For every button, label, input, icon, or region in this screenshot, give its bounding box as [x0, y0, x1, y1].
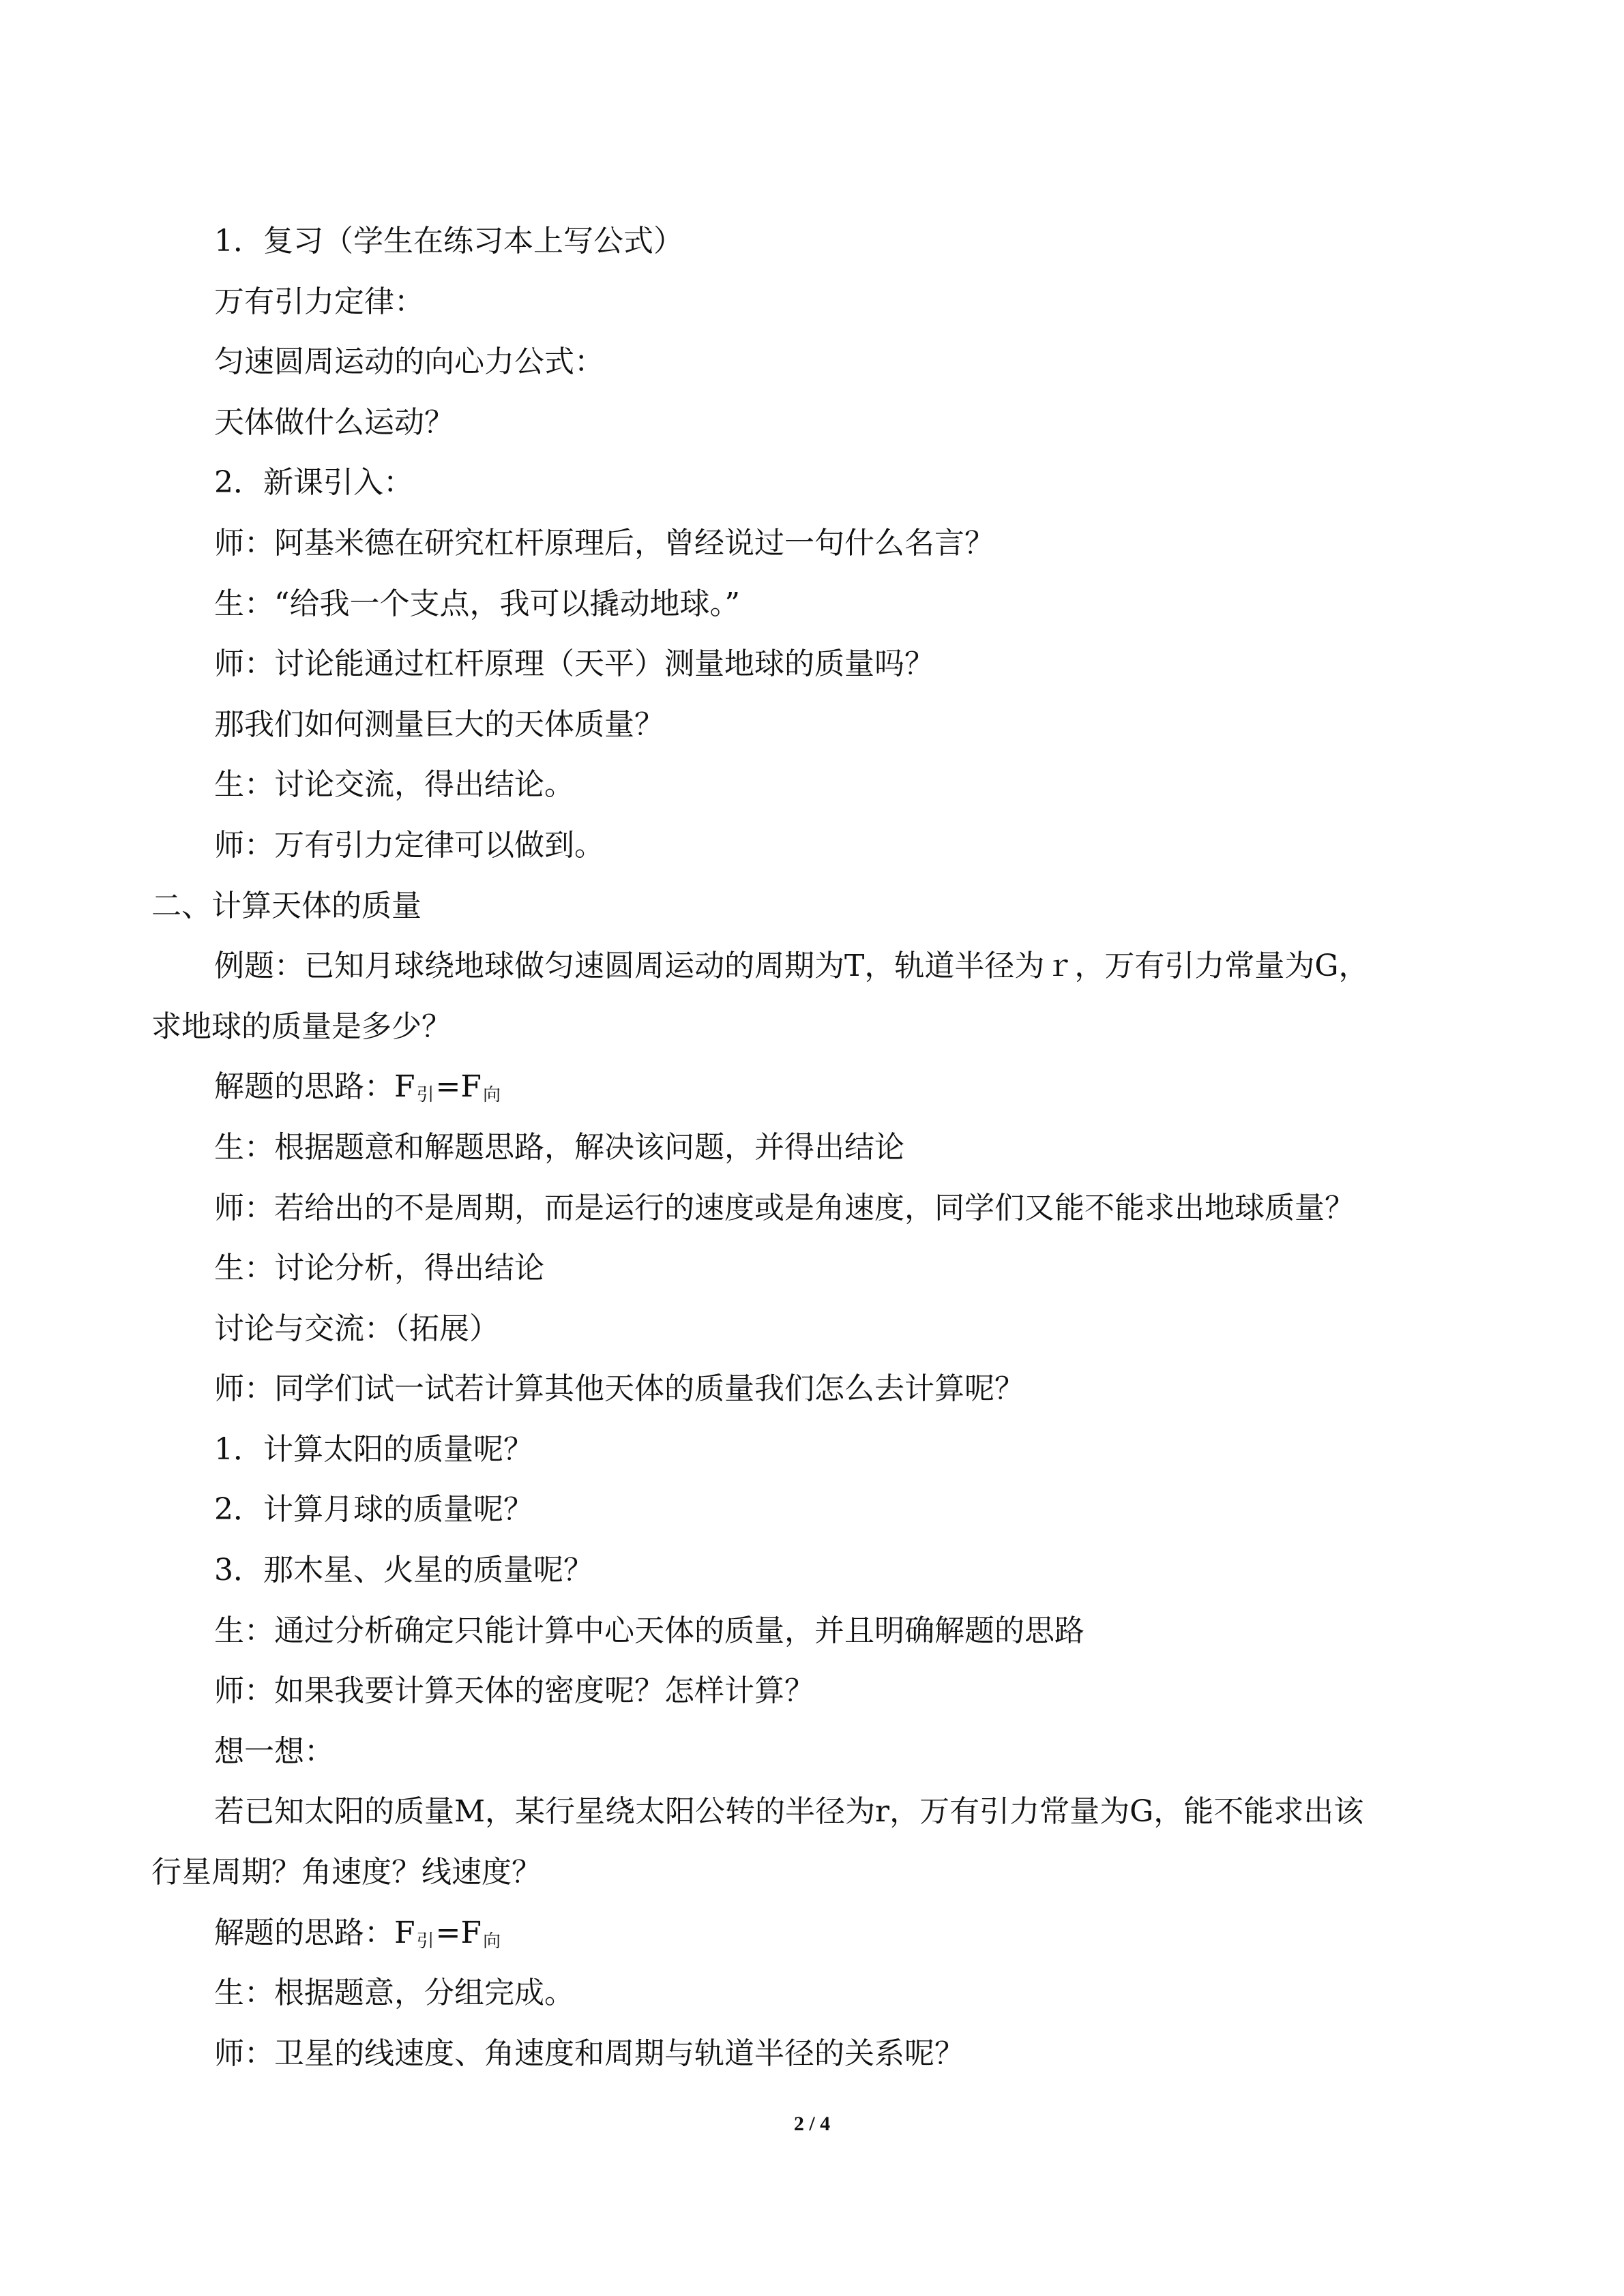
text-line: 师：若给出的不是周期，而是运行的速度或是角速度，同学们又能不能求出地球质量？: [214, 1190, 1355, 1225]
text-line: 生：讨论分析，得出结论: [214, 1251, 544, 1286]
text-line: 3．那木星、火星的质量呢？: [214, 1553, 593, 1588]
text-line: 想一想：: [214, 1733, 334, 1769]
text-line: 生：通过分析确定只能计算中心天体的质量，并且明确解题的思路: [214, 1613, 1084, 1648]
text-line: 2．新课引入：: [214, 465, 413, 501]
formula-prefix: 解题的思路：F: [214, 1915, 415, 1950]
text-line: 天体做什么运动？: [214, 404, 454, 440]
formula-subscript: 向: [482, 1085, 501, 1106]
text-line: 那我们如何测量巨大的天体质量？: [214, 706, 664, 742]
text-line: 1．复习（学生在练习本上写公式）: [214, 224, 683, 258]
text-line: 生：“给我一个支点，我可以撬动地球。”: [214, 586, 740, 621]
text-line: 匀速圆周运动的向心力公式：: [214, 344, 604, 380]
text-line: 师：讨论能通过杠杆原理（天平）测量地球的质量吗？: [214, 646, 934, 682]
text-line: 师：如果我要计算天体的密度呢？怎样计算？: [214, 1673, 814, 1709]
text-line: 生：讨论交流，得出结论。: [214, 767, 574, 803]
text-line: 讨论与交流：（拓展）: [214, 1311, 499, 1346]
formula-middle: =F: [435, 1069, 482, 1105]
formula-subscript: 向: [482, 1930, 501, 1952]
text-line: 1．计算太阳的质量呢？: [214, 1431, 533, 1467]
text-line: [151, 1057, 1488, 1118]
text-line: 师：阿基米德在研究杠杆原理后，曾经说过一句什么名言？: [214, 525, 994, 561]
text-line: 师：同学们试一试若计算其他天体的质量我们怎么去计算呢？: [214, 1371, 1024, 1407]
document-body: [151, 211, 1488, 2084]
formula-subscript: 引: [416, 1085, 434, 1106]
text-line: 例题：已知月球绕地球做匀速圆周运动的周期为T，轨道半径为ｒ，万有引力常量为G，: [214, 949, 1369, 984]
formula-subscript: 引: [416, 1930, 434, 1952]
text-line: 师：卫星的线速度、角速度和周期与轨道半径的关系呢？: [214, 2036, 964, 2071]
text-line: 二、计算天体的质量: [151, 888, 422, 923]
text-line: 生：根据题意，分组完成。: [214, 1976, 574, 2011]
text-line: [151, 1903, 1488, 1964]
text-line: 求地球的质量是多少？: [151, 1009, 452, 1044]
formula-middle: =F: [435, 1915, 482, 1950]
text-line: 若已知太阳的质量M，某行星绕太阳公转的半径为r，万有引力常量为G，能不能求出该: [214, 1794, 1364, 1830]
text-line: 行星周期？角速度？线速度？: [151, 1855, 542, 1890]
text-line: 万有引力定律：: [214, 284, 424, 319]
page-number: 2 / 4: [793, 2113, 831, 2135]
text-line: 2．计算月球的质量呢？: [214, 1492, 533, 1527]
text-line: 生：根据题意和解题思路，解决该问题，并得出结论: [214, 1129, 904, 1165]
text-line: 师：万有引力定律可以做到。: [214, 827, 604, 863]
formula-prefix: 解题的思路：F: [214, 1069, 415, 1105]
